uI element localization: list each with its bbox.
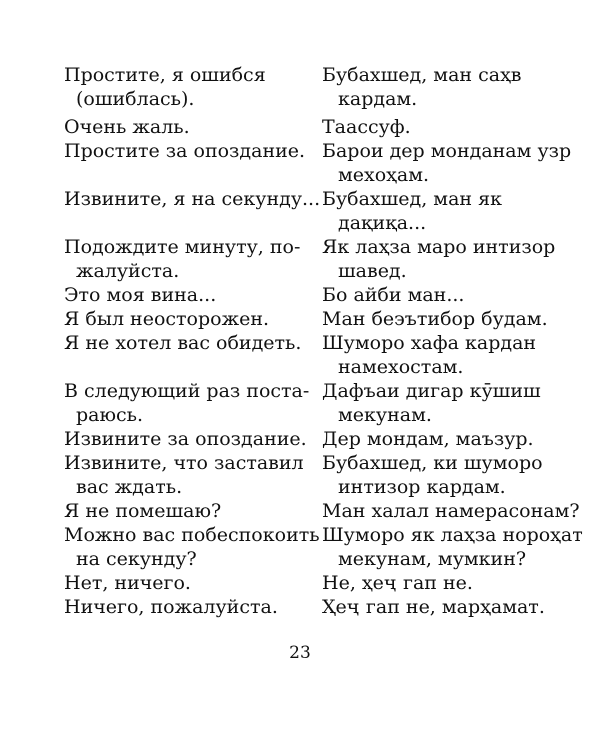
tajik-phrase: Шуморо хафа кардан [322, 332, 537, 354]
russian-phrase: В следующий раз поста- [64, 380, 310, 402]
tajik-phrase: Бубахшед, ман як [322, 188, 502, 210]
tajik-phrase: Барои дер монданам узр [322, 140, 572, 162]
russian-phrase: Извините, я на секунду... [64, 188, 321, 210]
russian-phrase-continuation: жалуйста. [76, 260, 180, 282]
tajik-phrase-continuation: дақиқа... [338, 212, 427, 234]
tajik-phrase-continuation: интизор кардам. [338, 476, 506, 498]
russian-phrase: Я был неосторожен. [64, 308, 270, 330]
tajik-phrase: Дер мондам, маъзур. [322, 428, 534, 450]
russian-phrase-continuation: раюсь. [76, 404, 144, 426]
tajik-phrase: Шуморо як лаҳза нороҳат [322, 524, 583, 546]
russian-phrase: Ничего, пожалуйста. [64, 596, 278, 618]
tajik-phrase-continuation: мехоҳам. [338, 164, 430, 186]
russian-phrase: Можно вас побеспокоить [64, 524, 320, 546]
tajik-phrase-continuation: кардам. [338, 88, 418, 110]
russian-phrase-continuation: вас ждать. [76, 476, 183, 498]
tajik-phrase: Бубахшед, ман саҳв [322, 64, 522, 86]
tajik-phrase: Ҳеҷ гап не, марҳамат. [322, 596, 545, 618]
russian-phrase: Это моя вина... [64, 284, 217, 306]
tajik-phrase: Таассуф. [322, 116, 411, 138]
tajik-phrase-continuation: шавед. [338, 260, 407, 282]
tajik-phrase: Бо айби ман... [322, 284, 465, 306]
tajik-phrase: Ман халал намерасонам? [322, 500, 580, 522]
russian-phrase: Извините за опоздание. [64, 428, 307, 450]
russian-phrase: Я не помешаю? [64, 500, 222, 522]
russian-phrase: Я не хотел вас обидеть. [64, 332, 302, 354]
tajik-phrase: Дафъаи дигар кӯшиш [322, 380, 541, 402]
tajik-phrase: Ман беэътибор будам. [322, 308, 548, 330]
page-number: 23 [289, 643, 311, 663]
tajik-phrase-continuation: мекунам. [338, 404, 432, 426]
russian-phrase: Извините, что заставил [64, 452, 304, 474]
russian-phrase: Простите, я ошибся [64, 64, 266, 86]
russian-phrase: Очень жаль. [64, 116, 190, 138]
tajik-phrase: Як лаҳза маро интизор [322, 236, 556, 258]
tajik-phrase-continuation: мекунам, мумкин? [338, 548, 527, 570]
tajik-phrase: Бубахшед, ки шуморо [322, 452, 543, 474]
tajik-phrase: Не, ҳеҷ гап не. [322, 572, 473, 594]
russian-phrase: Подождите минуту, по- [64, 236, 301, 258]
tajik-phrase-continuation: намехостам. [338, 356, 464, 378]
russian-phrase: Простите за опоздание. [64, 140, 306, 162]
russian-phrase-continuation: (ошиблась). [76, 88, 195, 110]
russian-phrase-continuation: на секунду? [76, 548, 197, 570]
russian-phrase: Нет, ничего. [64, 572, 191, 594]
